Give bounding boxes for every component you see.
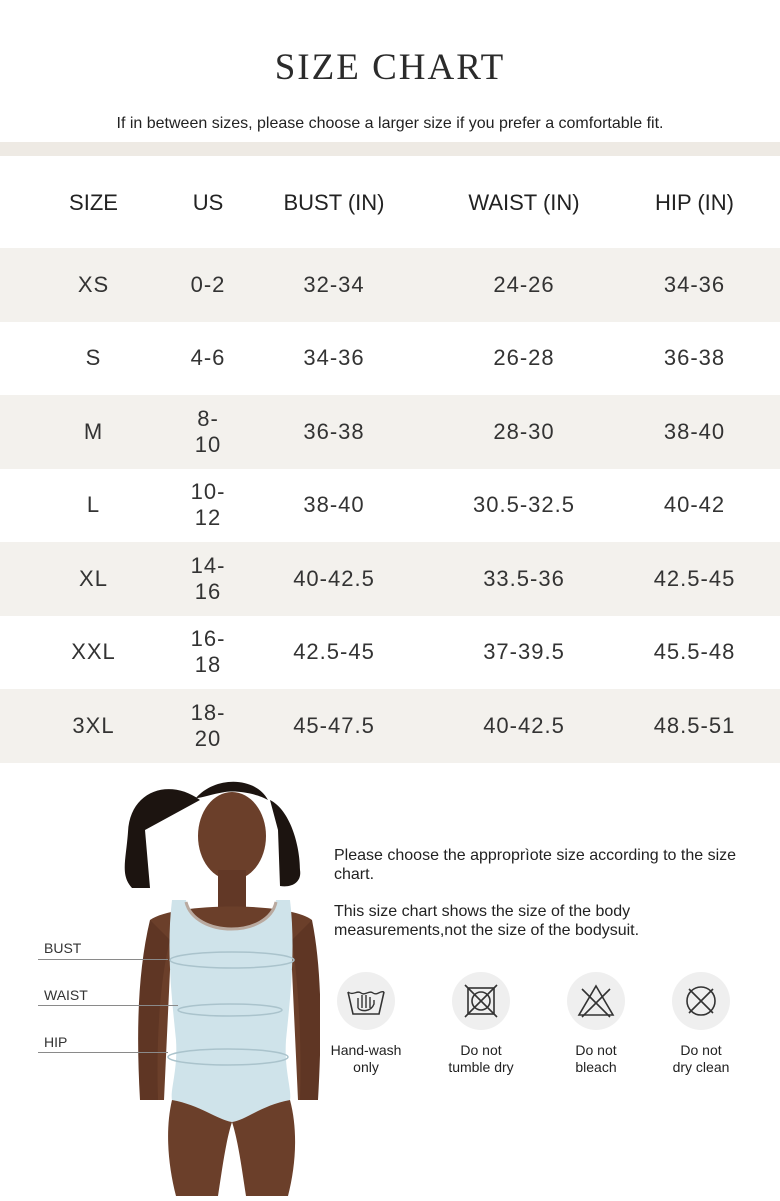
cell-us: 18-20 [187,689,229,763]
cell-size: 3XL [0,689,187,763]
cell-size: M [0,395,187,469]
hip-line [38,1052,168,1053]
care-label-line1: Do not [680,1042,722,1058]
table-row [0,395,780,469]
cell-waist: 40-42.5 [439,689,609,763]
bust-line [38,959,168,960]
table-header-row [0,157,780,248]
no-tumble-dry-icon [452,972,510,1030]
cell-us: 0-2 [187,248,229,322]
cell-bust: 34-36 [303,345,365,371]
cell-size: XXL [71,639,116,665]
no-dry-clean-icon [672,972,730,1030]
divider-band [0,142,780,156]
care-label-line1: Hand-wash [330,1042,402,1058]
cell-hip: 42.5-45 [609,542,780,616]
cell-size: XS [0,248,187,322]
cell-us: 10-12 [190,479,226,531]
table-row [0,322,780,396]
cell-waist: 30.5-32.5 [473,492,575,518]
cell-us: 4-6 [190,345,226,371]
cell-hip: 34-36 [609,248,780,322]
care-label-line1: Do not [460,1042,502,1058]
cell-bust: 40-42.5 [229,542,439,616]
table-row [0,469,780,543]
cell-bust: 42.5-45 [293,639,375,665]
care-label-line2: tumble dry [448,1059,514,1075]
care-label-line2: bleach [575,1059,617,1075]
cell-bust: 45-47.5 [229,689,439,763]
cell-size: S [85,345,102,371]
header-bust: BUST (IN) [283,189,385,215]
cell-bust: 38-40 [303,492,365,518]
fit-advice: If in between sizes, please choose a larger size if you prefer a comfortable fit. [116,115,664,132]
header-size: SIZE [69,189,118,215]
no-bleach-icon [567,972,625,1030]
care-item-no-tumble-dry [426,972,536,1076]
bust-label: BUST [44,940,82,956]
cell-size: L [86,492,101,518]
header-us: US [192,189,224,215]
cell-us: 16-18 [190,626,226,678]
cell-hip: 36-38 [663,345,726,371]
cell-bust: 32-34 [229,248,439,322]
care-label-line2: only [353,1059,379,1075]
page-title: SIZE CHART [274,47,506,88]
cell-waist: 28-30 [439,395,609,469]
cell-waist: 33.5-36 [439,542,609,616]
cell-waist: 26-28 [493,345,555,371]
hip-label: HIP [44,1034,68,1050]
header-hip: HIP (IN) [654,189,735,215]
table-row [0,248,780,322]
model-illustration [0,770,320,1196]
care-label-line1: Do not [575,1042,617,1058]
size-table [0,157,780,763]
note-body-measurements: This size chart shows the size of the body measurements,not the size of the bodysuit. [334,903,640,939]
waist-label: WAIST [44,987,88,1003]
care-label-line2: dry clean [672,1059,730,1075]
cell-hip: 40-42 [663,492,726,518]
cell-hip: 45.5-48 [653,639,736,665]
cell-size: XL [0,542,187,616]
care-item-no-dry-clean [646,972,756,1076]
size-notes [334,846,754,958]
header-waist: WAIST (IN) [468,189,580,215]
care-item-no-bleach [541,972,651,1076]
table-row [0,689,780,763]
cell-us: 14-16 [187,542,229,616]
waist-line [38,1005,178,1006]
table-row [0,542,780,616]
table-row [0,616,780,690]
cell-us: 8-10 [187,395,229,469]
cell-bust: 36-38 [229,395,439,469]
cell-hip: 38-40 [609,395,780,469]
cell-waist: 37-39.5 [483,639,565,665]
cell-hip: 48.5-51 [609,689,780,763]
cell-waist: 24-26 [439,248,609,322]
hand-wash-icon [337,972,395,1030]
model-image [0,770,320,1196]
note-choose-size: Please choose the approprìote size according to the size chart. [334,847,737,883]
care-item-hand-wash [311,972,421,1076]
